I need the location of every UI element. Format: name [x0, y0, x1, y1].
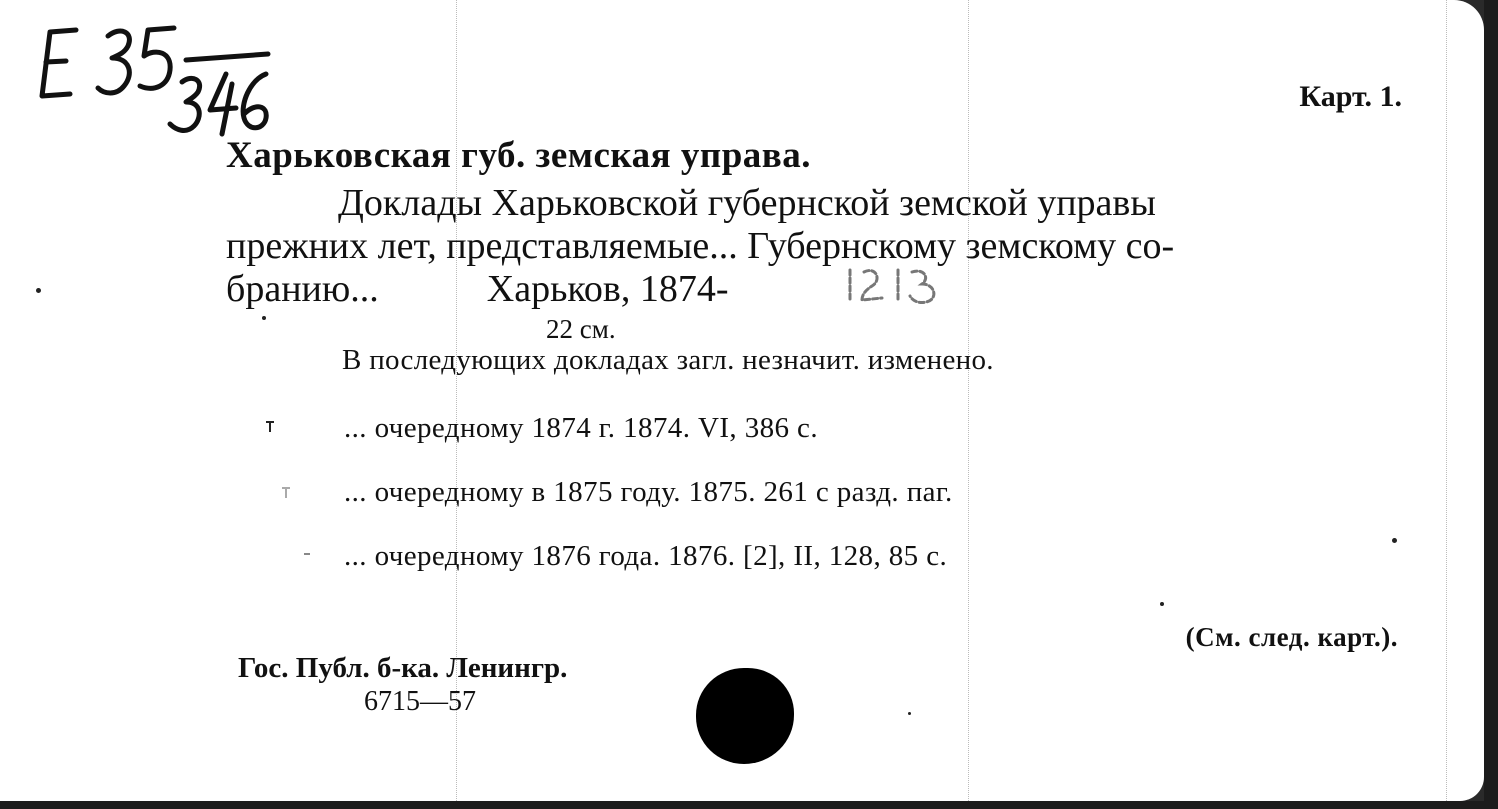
card-edge-shadow [0, 801, 1498, 809]
check-mark-icon [280, 484, 296, 500]
title-change-note: В последующих докладах загл. незначит. изменено. [342, 344, 994, 376]
check-mark-icon [300, 548, 316, 564]
title-tail: бранию... [226, 268, 379, 310]
check-mark-icon [264, 418, 280, 434]
volume-entry: ... очередному 1874 г. 1874. VI, 386 с. [344, 412, 818, 444]
dust-speck [908, 712, 911, 715]
library-stamp: Гос. Публ. б-ка. Ленингр. [238, 652, 568, 684]
fold-line [968, 0, 969, 801]
dust-speck [262, 316, 266, 320]
main-heading: Харьковская губ. земская управа. [226, 135, 812, 176]
see-next-card: (См. след. карт.). [1185, 622, 1398, 652]
handwritten-shelf-mark [36, 18, 306, 148]
dust-speck [36, 288, 41, 293]
handwritten-end-year [842, 262, 962, 312]
dust-speck [1392, 538, 1397, 543]
title-line: Доклады Харьковской губернской земской управы [338, 182, 1156, 224]
volume-entry: ... очередному 1876 года. 1876. [2], II, 128, 85 с. [344, 540, 948, 572]
card-number-label: Карт. 1. [1299, 80, 1402, 113]
title-block [226, 182, 1406, 311]
title-line: прежних лет, представляемые... Губернскому земскому со- [226, 225, 1175, 267]
volume-entry: ... очередному в 1875 году. 1875. 261 с разд. паг. [344, 476, 953, 508]
punch-hole [696, 668, 794, 764]
imprint: Харьков, 1874- [486, 268, 729, 310]
size-note: 22 см. [546, 314, 616, 344]
dust-speck [1160, 602, 1164, 606]
library-number: 6715—57 [364, 686, 476, 717]
card-edge-shadow [1484, 0, 1498, 809]
title-line-imprint [226, 268, 1406, 311]
fold-line [1446, 0, 1447, 801]
